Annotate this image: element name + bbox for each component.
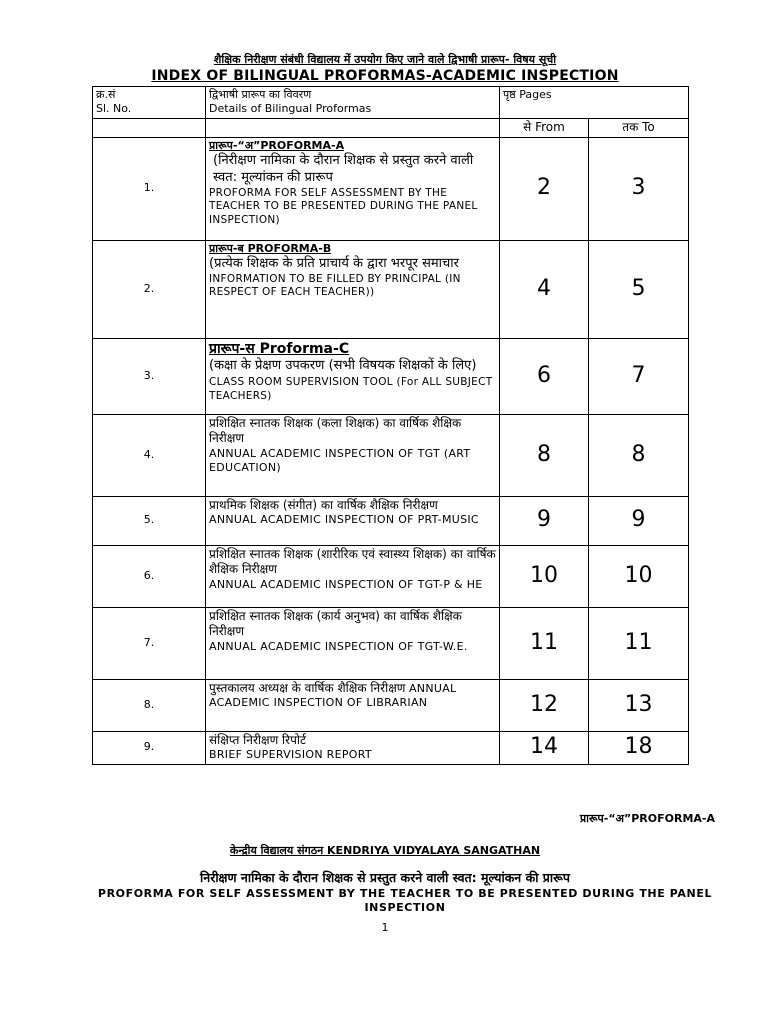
row-english: ANNUAL ACADEMIC INSPECTION OF TGT-P & HE [209,577,483,591]
table-row [93,679,689,731]
row-hindi: संक्षिप्त निरीक्षण रिपोर्ट [209,732,307,747]
org-name: केन्द्रीय विद्यालय संगठन KENDRIYA VIDYALAYA SANGATHAN [229,844,541,857]
row-from: 4 [500,240,589,338]
proforma-title-english: PROFORMA FOR SELF ASSESSMENT BY THE TEACHER TO BE PRESENTED DURING THE PANEL INSPECTION [97,887,713,914]
row-title: प्रारूप-स Proforma-C [209,340,350,357]
row-to: 18 [589,731,689,764]
row-english: INFORMATION TO BE FILLED BY PRINCIPAL (IN RESPECT OF EACH TEACHER)) [209,272,461,299]
row-from: 8 [500,414,589,496]
row-to: 7 [589,338,689,414]
row-hindi: प्रशिक्षित स्नातक शिक्षक (कार्य अनुभव) का वार्षिक शैक्षिक निरीक्षण [209,608,462,639]
row-english: ANNUAL ACADEMIC INSPECTION OF TGT (ART EDUCATION) [209,446,471,475]
row-to: 9 [589,496,689,545]
row-hindi: प्रशिक्षित स्नातक शिक्षक (कला शिक्षक) का वार्षिक शैक्षिक निरीक्षण [209,415,462,446]
row-details [206,414,500,496]
row-from: 2 [500,137,589,240]
row-sl: 9. [93,731,206,764]
row-to: 10 [589,545,689,607]
table-row [93,496,689,545]
row-from: 6 [500,338,589,414]
row-hindi: पुस्तकालय अध्यक्ष के वार्षिक शैक्षिक निरीक्षण [209,680,406,695]
row-details [206,679,500,731]
index-title-hindi: शैक्षिक निरीक्षण संबंधी विद्यालय में उपयोग किए जाने वाले द्विभाषी प्रारूप- विषय सूची [213,53,557,66]
table-row [93,137,689,240]
table-row [93,414,689,496]
row-from: 14 [500,731,589,764]
row-english: CLASS ROOM SUPERVISION TOOL (For ALL SUBJECT TEACHERS) [209,375,493,403]
row-to: 13 [589,679,689,731]
table-header-row [93,87,689,119]
row-sl: 1. [93,137,206,240]
row-english: PROFORMA FOR SELF ASSESSMENT BY THE TEACHER TO BE PRESENTED DURING THE PANEL INSPECTION) [209,186,478,226]
row-sl: 7. [93,607,206,679]
row-details [206,731,500,764]
header-details-hi: द्विभाषी प्रारूप का विवरण [209,88,312,101]
table-row [93,607,689,679]
row-to: 3 [589,137,689,240]
row-hindi: (कक्षा के प्रेक्षण उपकरण (सभी विषयक शिक्षकों के लिए) [209,357,477,373]
header-sl-hi: क्र.सं [96,88,116,101]
row-english: ANNUAL ACADEMIC INSPECTION OF PRT-MUSIC [209,513,479,527]
row-sl: 5. [93,496,206,545]
index-title-english: INDEX OF BILINGUAL PROFORMAS-ACADEMIC INSPECTION [151,68,619,84]
table-subheader-row [93,118,689,137]
proforma-a-label: प्रारूप-“अ”PROFORMA-A [579,812,715,825]
row-from: 9 [500,496,589,545]
row-sl: 6. [93,545,206,607]
row-details [206,137,500,240]
row-details [206,545,500,607]
table-row [93,338,689,414]
row-title: प्रारूप-ब PROFORMA-B [209,241,332,255]
row-sl: 8. [93,679,206,731]
row-english: ANNUAL ACADEMIC INSPECTION OF TGT-W.E. [209,639,468,653]
page-number: 1 [381,921,389,934]
table-row [93,545,689,607]
row-hindi: (निरीक्षण नामिका के दौरान शिक्षक से प्रस्तुत करने वाली स्वत: मूल्यांकन की प्रारूप [213,152,474,185]
row-to: 11 [589,607,689,679]
row-details [206,240,500,338]
row-details [206,496,500,545]
index-table [92,86,689,765]
row-to: 8 [589,414,689,496]
table-row [93,731,689,764]
row-to: 5 [589,240,689,338]
row-sl: 3. [93,338,206,414]
row-sl: 4. [93,414,206,496]
table-row [93,240,689,338]
header-pages-label: पृष्ठ Pages [503,88,552,101]
row-details [206,338,500,414]
row-hindi: प्रशिक्षित स्नातक शिक्षक (शारीरिक एवं स्वास्थ्य शिक्षक) का वार्षिक शैक्षिक निरीक्षण [209,546,496,577]
row-from: 10 [500,545,589,607]
header-from: से From [500,118,589,137]
proforma-title-hindi: निरीक्षण नामिका के दौरान शिक्षक से प्रस्तुत करने वाली स्वत: मूल्यांकन की प्रारूप [200,870,570,885]
row-title: प्रारूप-“अ”PROFORMA-A [209,138,345,152]
header-sl-en: Sl. No. [96,102,132,116]
row-english: ANNUAL ACADEMIC INSPECTION OF LIBRARIAN [209,681,457,710]
header-pages [500,87,689,119]
row-details [206,607,500,679]
header-details [206,87,500,119]
row-from: 11 [500,607,589,679]
row-english: BRIEF SUPERVISION REPORT [209,748,372,762]
header-to: तक To [589,118,689,137]
header-sl [93,87,206,119]
row-hindi: प्राथमिक शिक्षक (संगीत) का वार्षिक शैक्षिक निरीक्षण [209,497,438,512]
row-hindi: (प्रत्येक शिक्षक के प्रति प्राचार्य के द्वारा भरपूर समाचार [209,255,459,271]
row-sl: 2. [93,240,206,338]
row-from: 12 [500,679,589,731]
header-details-en: Details of Bilingual Proformas [209,102,372,116]
